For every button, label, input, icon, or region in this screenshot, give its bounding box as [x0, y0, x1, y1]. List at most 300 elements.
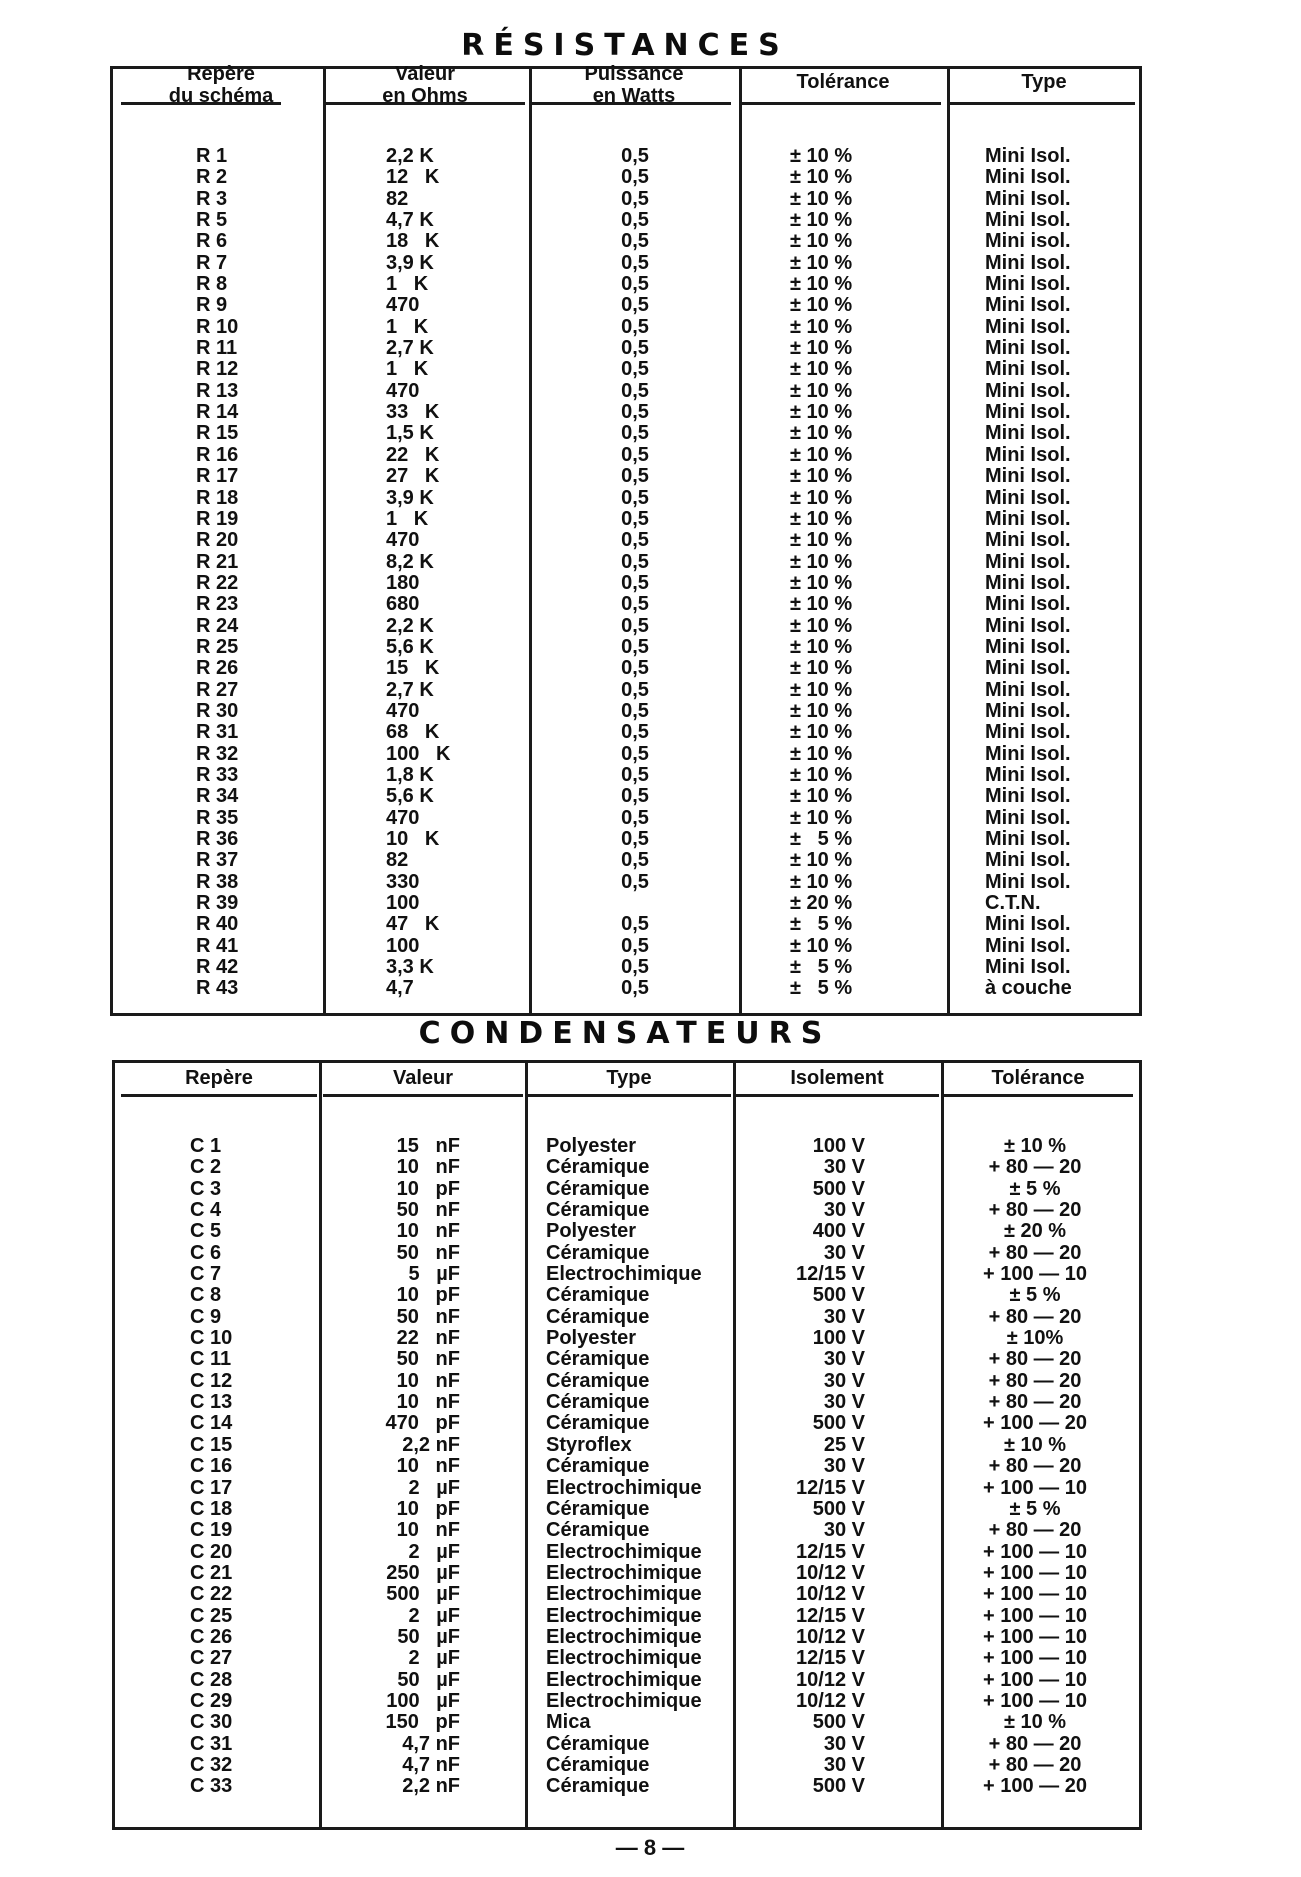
- res-type-column: [985, 146, 1135, 1000]
- res-value-cell: 3,3 K: [386, 956, 434, 979]
- res-tolerance-cell: ± 10 %: [790, 230, 853, 253]
- cond-isolation-cell: 400 V: [812, 1220, 865, 1243]
- res-type-cell: Mini isol.: [985, 230, 1071, 253]
- cond-type-cell: Electrochimique: [546, 1625, 702, 1648]
- cond-tolerance-cell: + 80 — 20: [988, 1732, 1082, 1755]
- res-power-cell: 0,5: [621, 422, 649, 445]
- res-ref-cell: R 1: [196, 145, 228, 167]
- column-separator: [529, 69, 532, 1013]
- res-power-cell: 0,5: [621, 273, 649, 296]
- cond-ref-cell: C 12: [190, 1369, 233, 1392]
- res-power-cell: 0,5: [621, 614, 649, 637]
- res-tolerance-cell: ± 10 %: [790, 699, 853, 722]
- res-power-cell: 0,5: [621, 699, 649, 722]
- res-power-cell: 0,5: [621, 230, 649, 253]
- res-type-cell: Mini Isol.: [985, 401, 1071, 424]
- res-value-cell: 22 K: [386, 443, 440, 466]
- res-value-cell: 1 K: [386, 315, 429, 338]
- cond-type-cell: Céramique: [546, 1732, 650, 1755]
- column-separator: [739, 69, 742, 1013]
- res-power-cell: [600, 893, 670, 914]
- cond-isolation-cell: 10/12 V: [796, 1625, 865, 1648]
- cond-isolation-cell: 30 V: [823, 1732, 865, 1755]
- res-power-cell: 0,5: [621, 763, 649, 786]
- res-ref-cell: R 14: [196, 401, 239, 424]
- res-power-cell: 0,5: [621, 635, 649, 658]
- cond-type-cell: Electrochimique: [546, 1647, 702, 1670]
- header-rule: [949, 102, 1135, 105]
- res-power-cell: 0,5: [621, 870, 649, 893]
- cond-type-cell: Polyester: [546, 1220, 637, 1243]
- cond-ref-cell: C 15: [190, 1433, 233, 1456]
- cond-ref-cell: C 33: [190, 1775, 233, 1798]
- res-value-cell: 1 K: [386, 358, 429, 381]
- cond-isolation-cell: 500 V: [812, 1177, 865, 1200]
- res-value-cell: 47 K: [386, 913, 440, 936]
- res-value-cell: 4,7: [386, 977, 414, 1000]
- cond-tolerance-column: [960, 1136, 1110, 1798]
- res-type-cell: Mini Isol.: [985, 870, 1071, 893]
- cond-type-cell: Mica: [546, 1711, 591, 1734]
- res-tolerance-cell: ± 10 %: [790, 315, 853, 338]
- res-tolerance-cell: ± 10 %: [790, 721, 853, 744]
- cond-value-cell: 22 nF: [396, 1327, 460, 1350]
- cond-isolation-cell: 30 V: [823, 1348, 865, 1371]
- cond-isolation-cell: 12/15 V: [796, 1604, 865, 1627]
- res-value-cell: 470: [386, 379, 420, 402]
- cond-value-cell: 10 nF: [396, 1156, 460, 1179]
- cond-type-cell: Céramique: [546, 1241, 650, 1264]
- res-type-cell: Mini Isol.: [985, 507, 1071, 530]
- res-tolerance-cell: ± 10 %: [790, 742, 853, 765]
- res-value-cell: 2,7 K: [386, 678, 434, 701]
- cond-value-cell: 10 nF: [396, 1455, 460, 1478]
- res-power-cell: 0,5: [621, 593, 649, 616]
- res-type-cell: Mini Isol.: [985, 443, 1071, 466]
- cond-type-cell: Céramique: [546, 1369, 650, 1392]
- header-type: Type: [1021, 71, 1067, 93]
- res-type-cell: Mini Isol.: [985, 166, 1071, 189]
- cond-value-column: [350, 1136, 460, 1798]
- res-ref-cell: R 42: [196, 956, 239, 979]
- res-power-cell: 0,5: [621, 849, 649, 872]
- cond-isolation-cell: 10/12 V: [796, 1583, 865, 1606]
- cond-isolation-cell: 12/15 V: [796, 1540, 865, 1563]
- res-ref-cell: R 38: [196, 870, 239, 893]
- cond-type-cell: Polyester: [546, 1135, 637, 1157]
- cond-tolerance-cell: + 100 — 10: [983, 1604, 1087, 1627]
- header-rule: [943, 1094, 1133, 1097]
- res-tolerance-cell: ± 10 %: [790, 187, 853, 210]
- cond-ref-cell: C 18: [190, 1497, 233, 1520]
- res-tolerance-cell: ± 20 %: [790, 892, 853, 915]
- cond-tolerance-cell: + 100 — 10: [983, 1476, 1087, 1499]
- res-value-cell: 27 K: [386, 465, 440, 488]
- cond-tolerance-cell: + 100 — 20: [983, 1412, 1087, 1435]
- res-value-cell: 12 K: [386, 166, 440, 189]
- cond-tolerance-cell: + 80 — 20: [988, 1156, 1082, 1179]
- cond-type-cell: Céramique: [546, 1775, 650, 1798]
- res-value-cell: 680: [386, 593, 420, 616]
- res-tolerance-cell: ± 10 %: [790, 209, 853, 232]
- res-value-cell: 470: [386, 294, 420, 317]
- cond-type-cell: Electrochimique: [546, 1476, 702, 1499]
- res-type-cell: à couche: [985, 977, 1072, 1000]
- cond-type-cell: Céramique: [546, 1305, 650, 1328]
- res-ref-cell: R 17: [196, 465, 239, 488]
- cond-value-cell: 250 µF: [386, 1561, 460, 1584]
- res-type-cell: Mini Isol.: [985, 550, 1071, 573]
- cond-value-cell: 470 pF: [385, 1412, 460, 1435]
- cond-tolerance-cell: ± 20 %: [1003, 1220, 1067, 1243]
- cond-type-cell: Electrochimique: [546, 1540, 702, 1563]
- res-power-cell: 0,5: [621, 806, 649, 829]
- res-ref-cell: R 21: [196, 550, 239, 573]
- cond-isolation-cell: 10/12 V: [796, 1561, 865, 1584]
- res-power-cell: 0,5: [621, 657, 649, 680]
- res-ref-cell: R 10: [196, 315, 239, 338]
- column-separator: [323, 69, 326, 1013]
- res-value-cell: 8,2 K: [386, 550, 434, 573]
- res-value-cell: 1,5 K: [386, 422, 434, 445]
- res-type-cell: Mini Isol.: [985, 315, 1071, 338]
- res-value-cell: 15 K: [386, 657, 440, 680]
- res-power-cell: 0,5: [621, 529, 649, 552]
- cond-ref-cell: C 21: [190, 1561, 233, 1584]
- cond-tolerance-cell: + 80 — 20: [988, 1241, 1082, 1264]
- res-ref-cell: R 23: [196, 593, 239, 616]
- cond-type-cell: Céramique: [546, 1156, 650, 1179]
- res-tolerance-cell: ± 10 %: [790, 358, 853, 381]
- res-power-cell: 0,5: [621, 337, 649, 360]
- res-power-cell: 0,5: [621, 315, 649, 338]
- cond-type-cell: Electrochimique: [546, 1604, 702, 1627]
- res-power-cell: 0,5: [621, 913, 649, 936]
- cond-value-cell: 2,2 nF: [402, 1775, 460, 1798]
- res-value-cell: 470: [386, 806, 420, 829]
- cond-isolation-cell: 10/12 V: [796, 1689, 865, 1712]
- cond-type-cell: Céramique: [546, 1348, 650, 1371]
- res-ref-cell: R 39: [196, 892, 239, 915]
- cond-type-cell: Céramique: [546, 1199, 650, 1222]
- cond-value-cell: 4,7 nF: [402, 1753, 460, 1776]
- res-value-cell: 10 K: [386, 828, 440, 850]
- cond-isolation-cell: 30 V: [823, 1199, 865, 1222]
- res-tolerance-cell: ± 10 %: [790, 785, 853, 808]
- cond-isolation-cell: 30 V: [823, 1305, 865, 1328]
- res-type-cell: Mini Isol.: [985, 913, 1071, 936]
- header-power: Puissance en Watts: [584, 63, 684, 107]
- res-ref-cell: R 37: [196, 849, 239, 872]
- res-type-cell: Mini Isol.: [985, 635, 1071, 658]
- header-ref: Repère: [185, 1067, 253, 1089]
- res-power-cell: 0,5: [621, 550, 649, 573]
- cond-type-cell: Electrochimique: [546, 1583, 702, 1606]
- res-type-cell: Mini Isol.: [985, 145, 1071, 167]
- res-type-cell: C.T.N.: [985, 892, 1041, 915]
- cond-isolation-cell: 12/15 V: [796, 1263, 865, 1286]
- cond-ref-cell: C 8: [190, 1284, 222, 1307]
- res-value-cell: 82: [386, 849, 409, 872]
- cond-value-cell: 50 µF: [397, 1668, 460, 1691]
- res-tolerance-cell: ± 10 %: [790, 401, 853, 424]
- res-value-cell: 1 K: [386, 273, 429, 296]
- res-value-cell: 180: [386, 571, 420, 594]
- cond-value-cell: 10 nF: [396, 1391, 460, 1414]
- cond-ref-cell: C 6: [190, 1241, 222, 1264]
- res-ref-cell: R 15: [196, 422, 239, 445]
- cond-value-cell: 10 pF: [396, 1177, 460, 1200]
- res-ref-cell: R 8: [196, 273, 228, 296]
- cond-tolerance-cell: + 100 — 10: [983, 1668, 1087, 1691]
- res-power-cell: 0,5: [621, 209, 649, 232]
- res-value-cell: 330: [386, 870, 420, 893]
- res-tolerance-cell: ± 5 %: [790, 913, 853, 936]
- res-power-cell: 0,5: [621, 358, 649, 381]
- res-tolerance-cell: ± 10 %: [790, 657, 853, 680]
- res-value-column: [386, 146, 526, 1000]
- res-tolerance-cell: ± 10 %: [790, 379, 853, 402]
- res-ref-cell: R 3: [196, 187, 228, 210]
- res-power-cell: 0,5: [621, 401, 649, 424]
- res-ref-cell: R 34: [196, 785, 239, 808]
- column-separator: [941, 1063, 944, 1827]
- cond-value-cell: 2 µF: [408, 1476, 460, 1499]
- cond-ref-cell: C 31: [190, 1732, 233, 1755]
- cond-value-cell: 5 µF: [408, 1263, 460, 1286]
- cond-tolerance-cell: + 100 — 10: [983, 1561, 1087, 1584]
- cond-ref-cell: C 11: [190, 1348, 232, 1371]
- cond-ref-cell: C 13: [190, 1391, 233, 1414]
- res-value-cell: 4,7 K: [386, 209, 434, 232]
- cond-ref-cell: C 4: [190, 1199, 222, 1222]
- cond-type-cell: Céramique: [546, 1391, 650, 1414]
- cond-tolerance-cell: + 100 — 20: [983, 1775, 1087, 1798]
- column-separator: [525, 1063, 528, 1827]
- res-type-cell: Mini Isol.: [985, 828, 1071, 850]
- res-type-cell: Mini Isol.: [985, 763, 1071, 786]
- header-rule: [735, 1094, 939, 1097]
- cond-value-cell: 2 µF: [408, 1604, 460, 1627]
- cond-type-cell: Céramique: [546, 1284, 650, 1307]
- res-power-cell: 0,5: [621, 785, 649, 808]
- res-power-cell: 0,5: [621, 145, 649, 167]
- res-value-cell: 100: [386, 892, 420, 915]
- header-rule: [323, 1094, 523, 1097]
- res-tolerance-cell: ± 10 %: [790, 550, 853, 573]
- res-ref-cell: R 41: [196, 934, 239, 957]
- cond-tolerance-cell: ± 10 %: [1003, 1135, 1067, 1157]
- cond-tolerance-cell: + 80 — 20: [988, 1348, 1082, 1371]
- cond-tolerance-cell: + 100 — 10: [983, 1689, 1087, 1712]
- res-type-cell: Mini Isol.: [985, 358, 1071, 381]
- cond-ref-cell: C 20: [190, 1540, 233, 1563]
- res-power-cell: 0,5: [621, 934, 649, 957]
- res-value-cell: 18 K: [386, 230, 440, 253]
- res-ref-cell: R 30: [196, 699, 239, 722]
- res-tolerance-cell: ± 5 %: [790, 828, 853, 850]
- cond-type-column: [546, 1136, 736, 1798]
- cond-tolerance-cell: + 80 — 20: [988, 1391, 1082, 1414]
- cond-value-cell: 50 nF: [396, 1241, 460, 1264]
- res-tolerance-cell: ± 10 %: [790, 529, 853, 552]
- cond-ref-cell: C 3: [190, 1177, 222, 1200]
- cond-type-cell: Céramique: [546, 1497, 650, 1520]
- res-tolerance-cell: ± 10 %: [790, 593, 853, 616]
- cond-value-cell: 10 nF: [396, 1220, 460, 1243]
- header-tolerance: Tolérance: [796, 71, 890, 93]
- res-type-cell: Mini Isol.: [985, 742, 1071, 765]
- condensateurs-title: CONDENSATEURS: [418, 1016, 832, 1051]
- res-power-cell: 0,5: [621, 956, 649, 979]
- cond-type-cell: Céramique: [546, 1753, 650, 1776]
- res-ref-cell: R 24: [196, 614, 239, 637]
- res-tolerance-cell: ± 10 %: [790, 635, 853, 658]
- res-type-cell: Mini Isol.: [985, 251, 1071, 274]
- res-type-cell: Mini Isol.: [985, 465, 1071, 488]
- res-value-cell: 100 K: [386, 742, 451, 765]
- res-power-cell: 0,5: [621, 379, 649, 402]
- res-ref-cell: R 32: [196, 742, 239, 765]
- cond-ref-cell: C 7: [190, 1263, 222, 1286]
- res-power-cell: 0,5: [621, 187, 649, 210]
- res-tolerance-cell: ± 10 %: [790, 251, 853, 274]
- res-type-cell: Mini Isol.: [985, 337, 1071, 360]
- res-type-cell: Mini Isol.: [985, 699, 1071, 722]
- cond-isolation-cell: 30 V: [823, 1519, 865, 1542]
- cond-tolerance-cell: + 80 — 20: [988, 1305, 1082, 1328]
- cond-value-cell: 10 pF: [396, 1284, 460, 1307]
- res-power-column: [600, 146, 670, 1000]
- res-tolerance-cell: ± 10 %: [790, 507, 853, 530]
- res-value-cell: 3,9 K: [386, 251, 434, 274]
- cond-tolerance-cell: + 80 — 20: [988, 1455, 1082, 1478]
- res-type-cell: Mini Isol.: [985, 571, 1071, 594]
- cond-value-cell: 150 pF: [385, 1711, 460, 1734]
- res-type-cell: Mini Isol.: [985, 785, 1071, 808]
- cond-ref-cell: C 5: [190, 1220, 222, 1243]
- res-ref-cell: R 11: [196, 337, 238, 360]
- res-tolerance-column: [790, 146, 910, 1000]
- header-value: Valeur: [392, 1067, 454, 1089]
- res-type-cell: Mini Isol.: [985, 422, 1071, 445]
- res-tolerance-cell: ± 10 %: [790, 422, 853, 445]
- res-tolerance-cell: ± 10 %: [790, 273, 853, 296]
- res-ref-cell: R 35: [196, 806, 239, 829]
- cond-ref-cell: C 19: [190, 1519, 233, 1542]
- res-value-cell: 68 K: [386, 721, 440, 744]
- res-value-cell: 2,2 K: [386, 614, 434, 637]
- header-type: Type: [606, 1067, 652, 1089]
- cond-value-cell: 10 nF: [396, 1369, 460, 1392]
- cond-ref-cell: C 32: [190, 1753, 233, 1776]
- res-power-cell: 0,5: [621, 977, 649, 1000]
- cond-ref-cell: C 17: [190, 1476, 233, 1499]
- cond-ref-cell: C 28: [190, 1668, 233, 1691]
- res-ref-cell: R 31: [196, 721, 239, 744]
- res-type-cell: Mini Isol.: [985, 956, 1071, 979]
- res-ref-cell: R 18: [196, 486, 239, 509]
- cond-tolerance-cell: + 100 — 10: [983, 1583, 1087, 1606]
- cond-ref-cell: C 29: [190, 1689, 233, 1712]
- cond-value-cell: 10 pF: [396, 1497, 460, 1520]
- cond-tolerance-cell: + 80 — 20: [988, 1753, 1082, 1776]
- res-power-cell: 0,5: [621, 507, 649, 530]
- cond-type-cell: Styroflex: [546, 1433, 632, 1456]
- cond-value-cell: 2 µF: [408, 1540, 460, 1563]
- res-tolerance-cell: ± 10 %: [790, 465, 853, 488]
- cond-ref-cell: C 27: [190, 1647, 233, 1670]
- cond-ref-cell: C 16: [190, 1455, 233, 1478]
- res-ref-cell: R 43: [196, 977, 239, 1000]
- res-ref-cell: R 12: [196, 358, 239, 381]
- cond-value-cell: 10 nF: [396, 1519, 460, 1542]
- res-type-cell: Mini Isol.: [985, 806, 1071, 829]
- header-rule: [741, 102, 941, 105]
- res-ref-cell: R 6: [196, 230, 228, 253]
- cond-isolation-cell: 30 V: [823, 1455, 865, 1478]
- res-value-cell: 3,9 K: [386, 486, 434, 509]
- cond-ref-cell: C 2: [190, 1156, 222, 1179]
- res-ref-cell: R 25: [196, 635, 239, 658]
- cond-value-cell: 2,2 nF: [402, 1433, 460, 1456]
- cond-value-cell: 15 nF: [396, 1135, 460, 1157]
- header-rule: [121, 1094, 317, 1097]
- cond-type-cell: Electrochimique: [546, 1561, 702, 1584]
- res-ref-cell: R 7: [196, 251, 228, 274]
- cond-type-cell: Céramique: [546, 1455, 650, 1478]
- res-type-cell: Mini Isol.: [985, 486, 1071, 509]
- res-type-cell: Mini Isol.: [985, 294, 1071, 317]
- res-ref-cell: R 22: [196, 571, 239, 594]
- res-tolerance-cell: ± 10 %: [790, 806, 853, 829]
- cond-tolerance-cell: + 80 — 20: [988, 1369, 1082, 1392]
- cond-ref-cell: C 25: [190, 1604, 233, 1627]
- res-type-cell: Mini Isol.: [985, 614, 1071, 637]
- cond-ref-cell: C 22: [190, 1583, 233, 1606]
- column-separator: [947, 69, 950, 1013]
- res-power-cell: 0,5: [621, 166, 649, 189]
- header-rule: [527, 1094, 731, 1097]
- cond-tolerance-cell: ± 5 %: [1009, 1177, 1061, 1200]
- res-power-cell: 0,5: [621, 571, 649, 594]
- res-value-cell: 5,6 K: [386, 785, 434, 808]
- res-tolerance-cell: ± 10 %: [790, 337, 853, 360]
- res-power-cell: 0,5: [621, 486, 649, 509]
- res-ref-cell: R 27: [196, 678, 239, 701]
- cond-ref-cell: C 10: [190, 1327, 233, 1350]
- res-type-cell: Mini Isol.: [985, 593, 1071, 616]
- cond-isolation-cell: 500 V: [812, 1284, 865, 1307]
- cond-isolation-cell: 25 V: [823, 1433, 865, 1456]
- res-ref-cell: R 16: [196, 443, 239, 466]
- cond-isolation-column: [760, 1136, 865, 1798]
- cond-isolation-cell: 500 V: [812, 1711, 865, 1734]
- res-type-cell: Mini Isol.: [985, 678, 1071, 701]
- res-value-cell: 2,7 K: [386, 337, 434, 360]
- cond-type-cell: Electrochimique: [546, 1263, 702, 1286]
- cond-tolerance-cell: + 80 — 20: [988, 1519, 1082, 1542]
- cond-isolation-cell: 30 V: [823, 1156, 865, 1179]
- res-value-cell: 470: [386, 699, 420, 722]
- cond-tolerance-cell: + 80 — 20: [988, 1199, 1082, 1222]
- res-tolerance-cell: ± 10 %: [790, 443, 853, 466]
- cond-isolation-cell: 500 V: [812, 1775, 865, 1798]
- res-ref-column: [196, 146, 306, 1000]
- cond-value-cell: 50 nF: [396, 1348, 460, 1371]
- res-tolerance-cell: ± 10 %: [790, 571, 853, 594]
- res-tolerance-cell: ± 10 %: [790, 614, 853, 637]
